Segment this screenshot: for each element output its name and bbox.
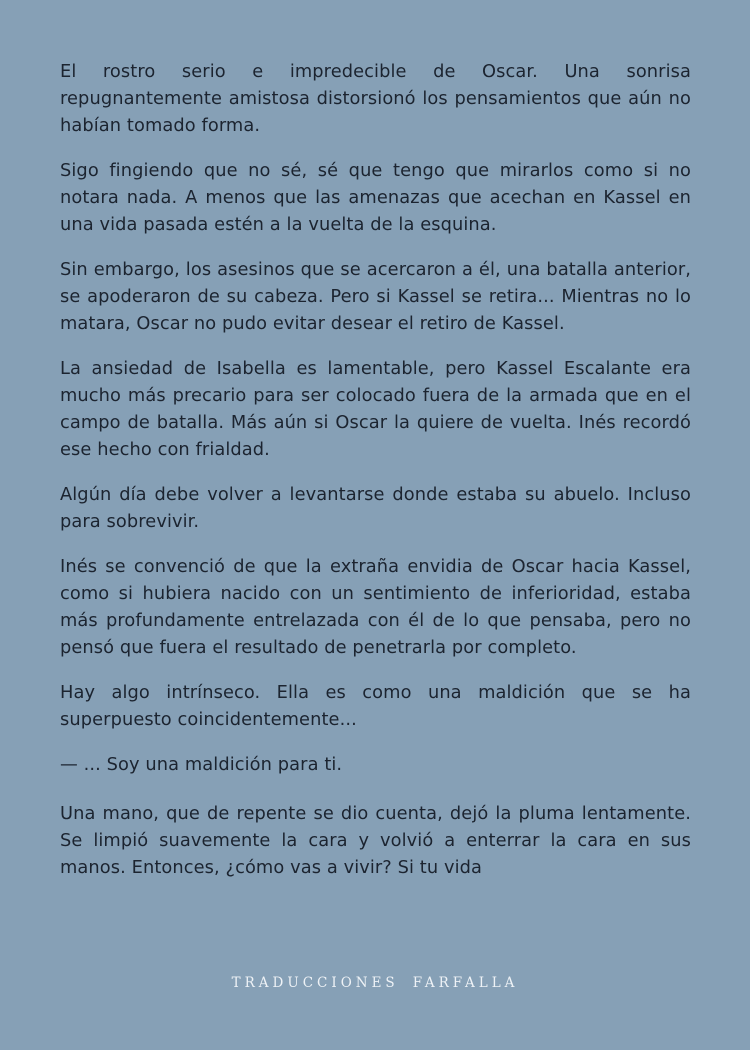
paragraph-7: Hay algo intrínseco. Ella es como una maldición que se ha superpuesto coincidentemente... xyxy=(60,682,691,730)
paragraph-5: Algún día debe volver a levantarse donde estaba su abuelo. Incluso para sobrevivir. xyxy=(60,484,691,532)
paragraph-6: Inés se convenció de que la extraña envidia de Oscar hacia Kassel, como si hubiera nacido con un sentimiento de inferioridad, estaba más profundamente entrelazada con él de lo que pensaba, pero no pensó que fuera el resultado de penetrarla por completo. xyxy=(60,556,691,658)
footer-credit xyxy=(0,975,750,991)
paragraph-9: Una mano, que de repente se dio cuenta, dejó la pluma lentamente. Se limpió suavemente la cara y volvió a enterrar la cara en sus manos. Entonces, ¿cómo vas a vivir? Si tu vida xyxy=(60,803,691,878)
paragraph-4: La ansiedad de Isabella es lamentable, pero Kassel Escalante era mucho más precario para ser colocado fuera de la armada que en el campo de batalla. Más aún si Oscar la quiere de vuelta. Inés recordó ese hecho con frialdad. xyxy=(60,358,691,460)
paragraph-3: Sin embargo, los asesinos que se acercaron a él, una batalla anterior, se apoderaron de su cabeza. Pero si Kassel se retira... Mientras no lo matara, Oscar no pudo evitar desear el retiro de Kassel. xyxy=(60,259,691,334)
footer-word-traducciones: TRADUCCIONES xyxy=(231,975,399,991)
footer-word-farfalla: FARFALLA xyxy=(412,975,519,991)
paragraph-1: El rostro serio e impredecible de Oscar. Una sonrisa repugnantemente amistosa distorsionó los pensamientos que aún no habían tomado forma. xyxy=(60,61,691,136)
paragraph-2: Sigo fingiendo que no sé, sé que tengo que mirarlos como si no notara nada. A menos que las amenazas que acechan en Kassel en una vida pasada estén a la vuelta de la esquina. xyxy=(60,160,691,235)
page-body xyxy=(60,58,691,899)
dialogue-line: — ... Soy una maldición para ti. xyxy=(60,754,343,775)
